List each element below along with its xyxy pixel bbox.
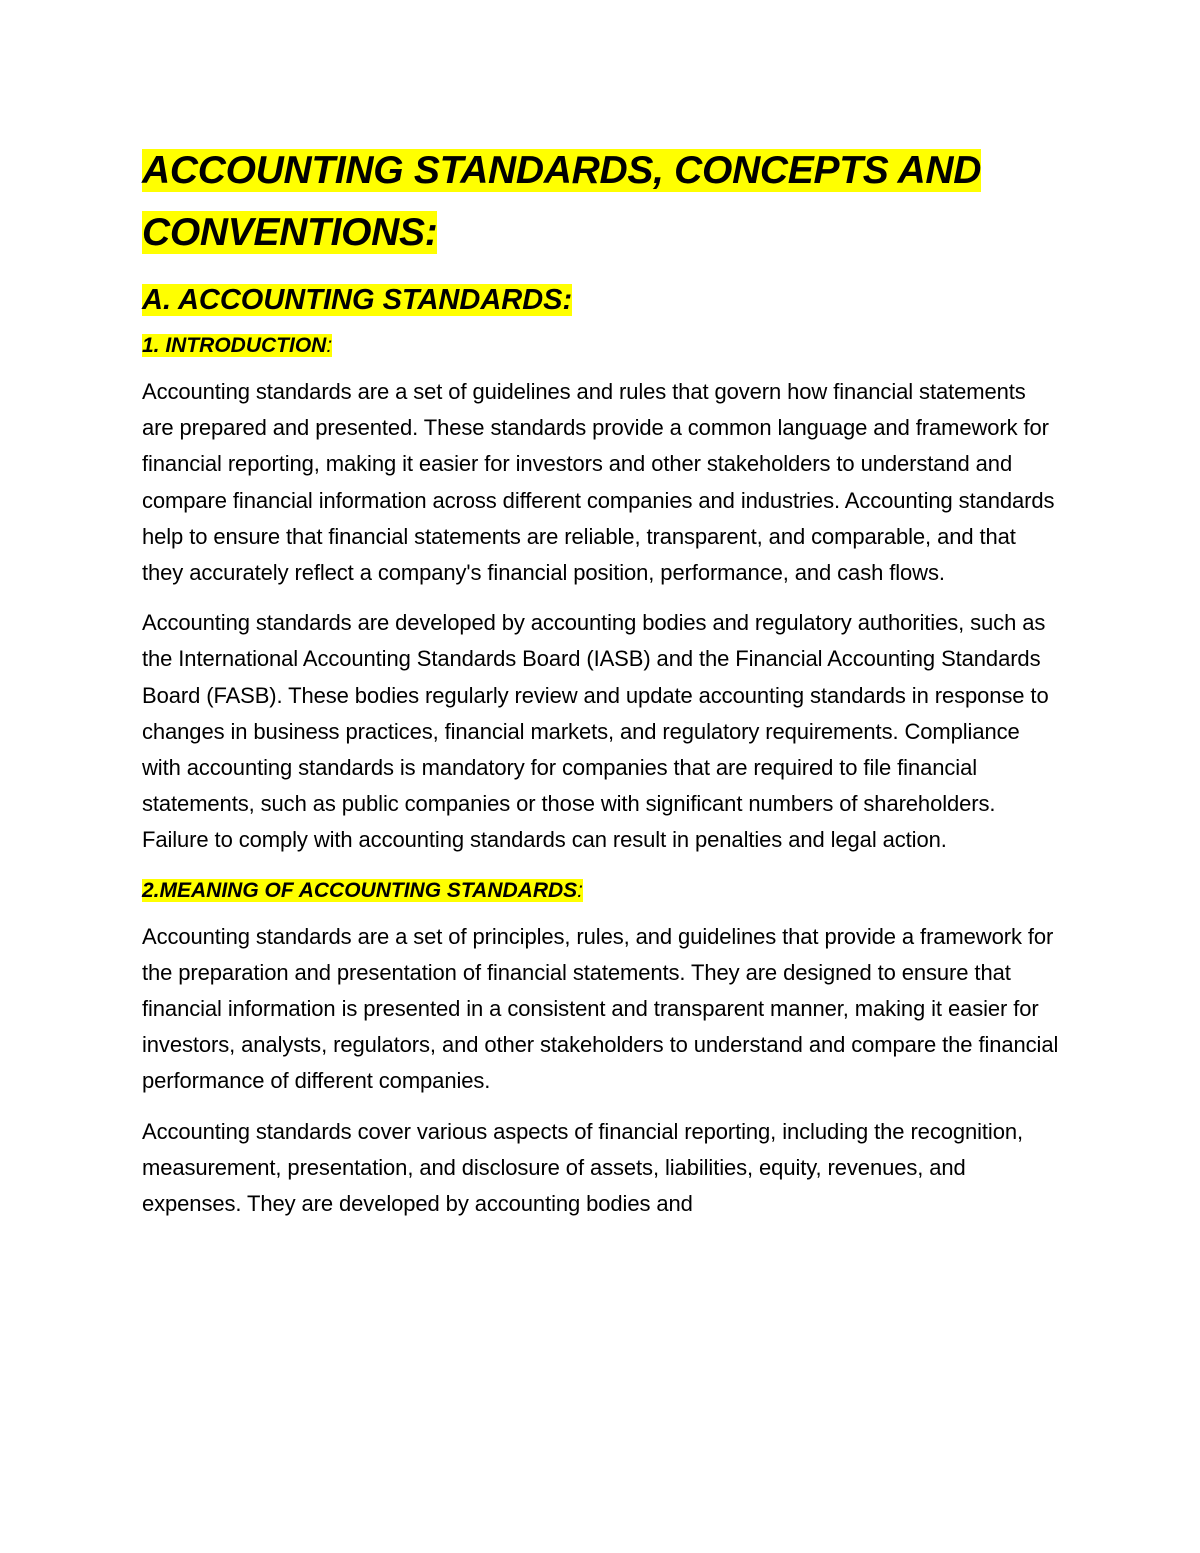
introduction-heading-text [142, 334, 332, 357]
meaning-paragraph-1: Accounting standards are a set of principles, rules, and guidelines that provide a framework for the preparation and presentation of financial statements. They are designed to ensure that financial information is presented in a consistent and transparent manner, making it easier for investors, analysts, regulators, and other stakeholders to understand and compare the financial performance of different companies. [142, 923, 1059, 1094]
section-a-heading [142, 278, 1062, 322]
introduction-heading-label: 1. INTRODUCTION [142, 334, 327, 357]
introduction-paragraph-1: Accounting standards are a set of guidelines and rules that govern how financial statements are prepared and presented. These standards provide a common language and framework for financial reporting, making it easier for investors and other stakeholders to understand and compare financial information across different companies and industries. Accounting standards help to ensure that financial statements are reliable, transparent, and comparable, and that they accurately reflect a company's financial position, performance, and cash flows. [142, 379, 1055, 586]
meaning-heading-colon: : [577, 878, 584, 902]
document-title [142, 140, 1062, 264]
introduction-heading-colon: : [326, 334, 333, 357]
introduction-paragraph-2: Accounting standards are developed by accounting bodies and regulatory authorities, such as the International Accounting Standards Board (IASB) and the Financial Accounting Standards Board (FASB). These bodies regularly review and update accounting standards in response to changes in business practices, financial markets, and regulatory requirements. Compliance with accounting standards is mandatory for companies that are required to file financial statements, such as public companies or those with significant numbers of shareholders. Failure to comply with accounting standards can result in penalties and legal action. [142, 610, 1049, 853]
introduction-heading [142, 330, 1062, 362]
meaning-paragraph-2: Accounting standards cover various aspects of financial reporting, including the recognition, measurement, presentation, and disclosure of assets, liabilities, equity, revenues, and expenses. They are developed by accounting bodies and [142, 1118, 1023, 1217]
meaning-heading-text [142, 879, 583, 902]
meaning-heading-label: 2.MEANING OF ACCOUNTING STANDARDS [142, 878, 578, 902]
section-a-heading-text: A. ACCOUNTING STANDARDS: [142, 284, 573, 316]
document-title-text: ACCOUNTING STANDARDS, CONCEPTS AND CONVENTIONS: [142, 149, 982, 254]
meaning-heading [142, 875, 1062, 907]
document-page [142, 140, 1062, 1222]
